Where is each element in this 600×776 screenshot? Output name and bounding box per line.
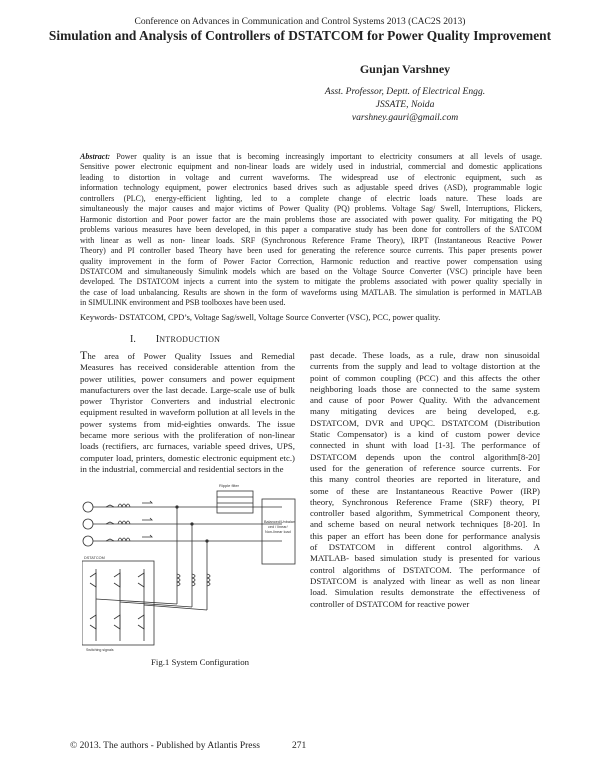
- load-label-3: Non-linear load: [265, 530, 291, 534]
- line-text: controller based algorithm, Symmetrical Component theory,: [310, 508, 540, 519]
- dstatcom-label: DSTATCOM: [84, 556, 105, 560]
- text-line: [310, 497, 540, 508]
- line-text: power Thyristor Converters and industrial electronic: [80, 396, 295, 407]
- switching-signals-label: Switching signals: [86, 648, 114, 652]
- text-line: [80, 298, 542, 308]
- text-line: [310, 576, 540, 587]
- text-line: [80, 246, 542, 256]
- supply-lines: [93, 501, 282, 541]
- line-text: quality improvement in the form of Power Factor Correction, Harmonic reduction and reactive power compensation using: [80, 256, 542, 266]
- text-line: [80, 236, 542, 246]
- line-text: neighboring loads those are connected to the same system: [310, 383, 540, 394]
- text-line: [310, 519, 540, 530]
- section-number: I.: [130, 334, 136, 345]
- line-text: became more serious with the proliferation of non-linear: [80, 430, 295, 441]
- text-line: [80, 162, 542, 172]
- text-line: [80, 152, 542, 162]
- line-text: loads (rectifiers, arc furnaces, variable speed drives, UPS,: [80, 441, 295, 452]
- line-text: DSTATCOM depends upon the control algorithm[8-20]: [310, 451, 540, 462]
- line-text: MATLAB- based simulation study is presented for various: [310, 553, 540, 564]
- text-line: [310, 486, 540, 497]
- line-text: used for the generation of reference source currents. For: [310, 462, 540, 473]
- line-text: some of these are Instantaneous Reactive Power (IRP): [310, 485, 540, 496]
- text-line: [80, 396, 295, 407]
- text-line: [80, 183, 542, 193]
- text-line: [310, 474, 540, 485]
- line-text: Sensitive power electronic equipment and non-linear loads are widely used in industrial, commercial and domestic applications: [80, 162, 542, 172]
- text-line: [310, 395, 540, 406]
- author-email[interactable]: varshney.gauri@gmail.com: [351, 112, 459, 123]
- text-line: [80, 225, 542, 235]
- figure-caption: Fig.1 System Configuration: [151, 657, 249, 667]
- abstract-label: Abstract:: [80, 152, 117, 161]
- line-text: DSTATCOM, DVR and UPQC. DSTATCOM (Distribution: [310, 417, 540, 428]
- text-line: [310, 463, 540, 474]
- source-icon: [83, 502, 93, 546]
- line-text: in SIMULINK environment and PSB toolboxes have been used.: [80, 298, 286, 308]
- drop-cap: T: [80, 348, 88, 362]
- section-title: NTRODUCTION: [159, 335, 221, 344]
- text-line: [80, 277, 542, 287]
- line-text: theory, Synchronous Reference Frame (SRF) theory, PI: [310, 496, 540, 507]
- text-line: [310, 531, 540, 542]
- line-text: information technology equipment, power electronics based drives such as adjustable speed drives (ASD), programmable logic: [80, 183, 542, 193]
- line-text: developed. The DSTATCOM injects a current into the system to mitigate the problems associated with power quality specially in: [80, 277, 542, 287]
- ripple-filter: [217, 483, 253, 513]
- line-text: Harmonic distortion and Poor power factor are the main problems those are associated with power quality. For mitigating the PQ: [80, 214, 542, 224]
- line-text: in the industrial, commercial and residential sectors in the: [80, 463, 284, 474]
- text-line: [310, 418, 540, 429]
- line-text: Power quality is an issue that is becoming increasingly important to electricity consumers at all levels of usage.: [116, 152, 542, 161]
- left-column-text: [80, 350, 295, 475]
- section-title-initial: I: [155, 334, 160, 345]
- text-line: [310, 429, 540, 440]
- line-text: Measures has received considerable attention from the: [80, 362, 295, 373]
- load-label-1: Balanced/Unbalan: [264, 520, 296, 524]
- line-text: controller of DSTATCOM for reactive power: [310, 598, 470, 609]
- line-text: and scheme based on neural network techniques [8-20]. In: [310, 519, 540, 530]
- line-text: with linear as well as non- linear loads. SRF (Synchronous Reference Frame Theory), IRPT (Instantaneous Reactive Power: [80, 235, 542, 245]
- text-line: [80, 215, 542, 225]
- line-text: control algorithms of DSTATCOM. The performance of: [310, 564, 540, 575]
- text-line: [80, 464, 295, 475]
- line-text: leading to distortion in voltage and current waveforms. The widespread use of electronic equipment, such as: [80, 172, 542, 182]
- line-text: and cause of poor Power Quality. With the advancement: [310, 395, 540, 406]
- line-text: he area of Power Quality Issues and Remedial: [87, 351, 295, 361]
- text-line: [310, 373, 540, 384]
- line-text: the case of load unbalancing. Results are shown in the form of waveforms using MATLAB. The simulation is performed in MATLAB: [80, 287, 542, 297]
- pcc-connections: [176, 506, 210, 610]
- text-line: [80, 453, 295, 464]
- line-text: manufacturers over the last decade. Large-scale use of bulk: [80, 384, 295, 395]
- text-line: [80, 194, 542, 204]
- line-text: many mitigating devices are being developed, e.g.: [310, 406, 540, 417]
- line-text: problems various measures have been developed, in this paper a comparative study has been done for controllers of the SATCOM: [80, 225, 542, 235]
- text-line: [80, 288, 542, 298]
- conference-name: Conference on Advances in Communication and Control Systems 2013 (CAC2S 2013): [134, 17, 466, 27]
- text-line: [80, 362, 295, 373]
- author-affiliation: [250, 85, 560, 124]
- text-line: [80, 257, 542, 267]
- text-line: [80, 407, 295, 418]
- text-line: [80, 374, 295, 385]
- line-text: load. Simulation results demonstrate the effectiveness of: [310, 587, 540, 598]
- line-text: Static Compensator) is a kind of custom power device: [310, 429, 540, 440]
- text-line: [80, 385, 295, 396]
- abstract: [80, 152, 542, 309]
- text-line: [80, 419, 295, 430]
- copyright-footer: © 2013. The authors - Published by Atlantis Press: [70, 741, 260, 751]
- text-line: [310, 565, 540, 576]
- page-number: 271: [292, 741, 307, 751]
- text-line: [310, 542, 540, 553]
- text-line: [80, 204, 542, 214]
- line-text: this many control theories are reported in literature, and: [310, 474, 540, 485]
- right-column-text: [310, 350, 540, 610]
- text-line: [310, 384, 540, 395]
- line-text: past decade. These loads, as a rule, draw non sinusoidal: [310, 350, 540, 360]
- text-line: [310, 361, 540, 372]
- keywords: Keywords- DSTATCOM, CPD’s, Voltage Sag/swell, Voltage Source Converter (VSC), PCC, power quality.: [80, 313, 441, 322]
- line-text: computer load, printers, domestic electronic equipment etc.): [80, 452, 295, 463]
- text-line: [310, 587, 540, 598]
- line-text: Theory) and PI controller based Theory have been used for generating the reference source currents. This paper presents power: [80, 246, 542, 256]
- text-line: [310, 440, 540, 451]
- line-text: power utilities, power consumers and power equipment: [80, 373, 295, 384]
- section-heading: [130, 334, 220, 345]
- text-line: [310, 508, 540, 519]
- line-text: of DSTATCOM in different control algorithms. A: [310, 542, 540, 553]
- dstatcom-inverter: [82, 556, 207, 645]
- text-line: [80, 173, 542, 183]
- text-line: [310, 452, 540, 463]
- text-line: [80, 267, 542, 277]
- ripple-filter-label: Ripple filter: [219, 483, 240, 488]
- text-line: [310, 553, 540, 564]
- affiliation-position: Asst. Professor, Deptt. of Electrical Engg.: [324, 86, 486, 97]
- text-line: [80, 441, 295, 452]
- line-text: equipment resulted in waveform pollution at all levels in the: [80, 407, 295, 418]
- text-line: [310, 406, 540, 417]
- text-line: [310, 599, 540, 610]
- line-text: connected in shunt with load [1-3]. The performance of: [310, 440, 540, 451]
- line-text: DSTATCOM and simultaneously Simulink models which are based on the Voltage Source Converter (VSC) principle have been: [80, 266, 542, 276]
- line-text: controllers (PLC), energy-efficient lighting, led to a complete change of electric loads nature. These loads are: [80, 193, 542, 203]
- text-line: [80, 430, 295, 441]
- line-text: power systems from mid-eighties onwards. The issue: [80, 418, 295, 429]
- paper-title: Simulation and Analysis of Controllers of DSTATCOM for Power Quality Improvement: [48, 28, 552, 43]
- text-line: [80, 350, 295, 362]
- line-text: DSTATCOM is analyzed with linear as well as non linear: [310, 575, 540, 586]
- affiliation-institute: JSSATE, Noida: [375, 99, 435, 110]
- load-label-2: ced / linear/: [268, 525, 288, 529]
- system-configuration-figure: [82, 479, 297, 659]
- line-text: simultaneously the major causes and major victims of Power Quality (PQ) problems. Voltage Sag/ Swell, Interruptions, Flickers,: [80, 204, 542, 214]
- line-text: point of common coupling (PCC) and this affects the other: [310, 372, 540, 383]
- line-text: currents from the supply and lead to voltage distortion at the: [310, 361, 540, 372]
- author-name: Gunjan Varshney: [359, 62, 451, 76]
- line-text: this paper an effort has been done for performance analysis: [310, 530, 540, 541]
- text-line: [310, 350, 540, 361]
